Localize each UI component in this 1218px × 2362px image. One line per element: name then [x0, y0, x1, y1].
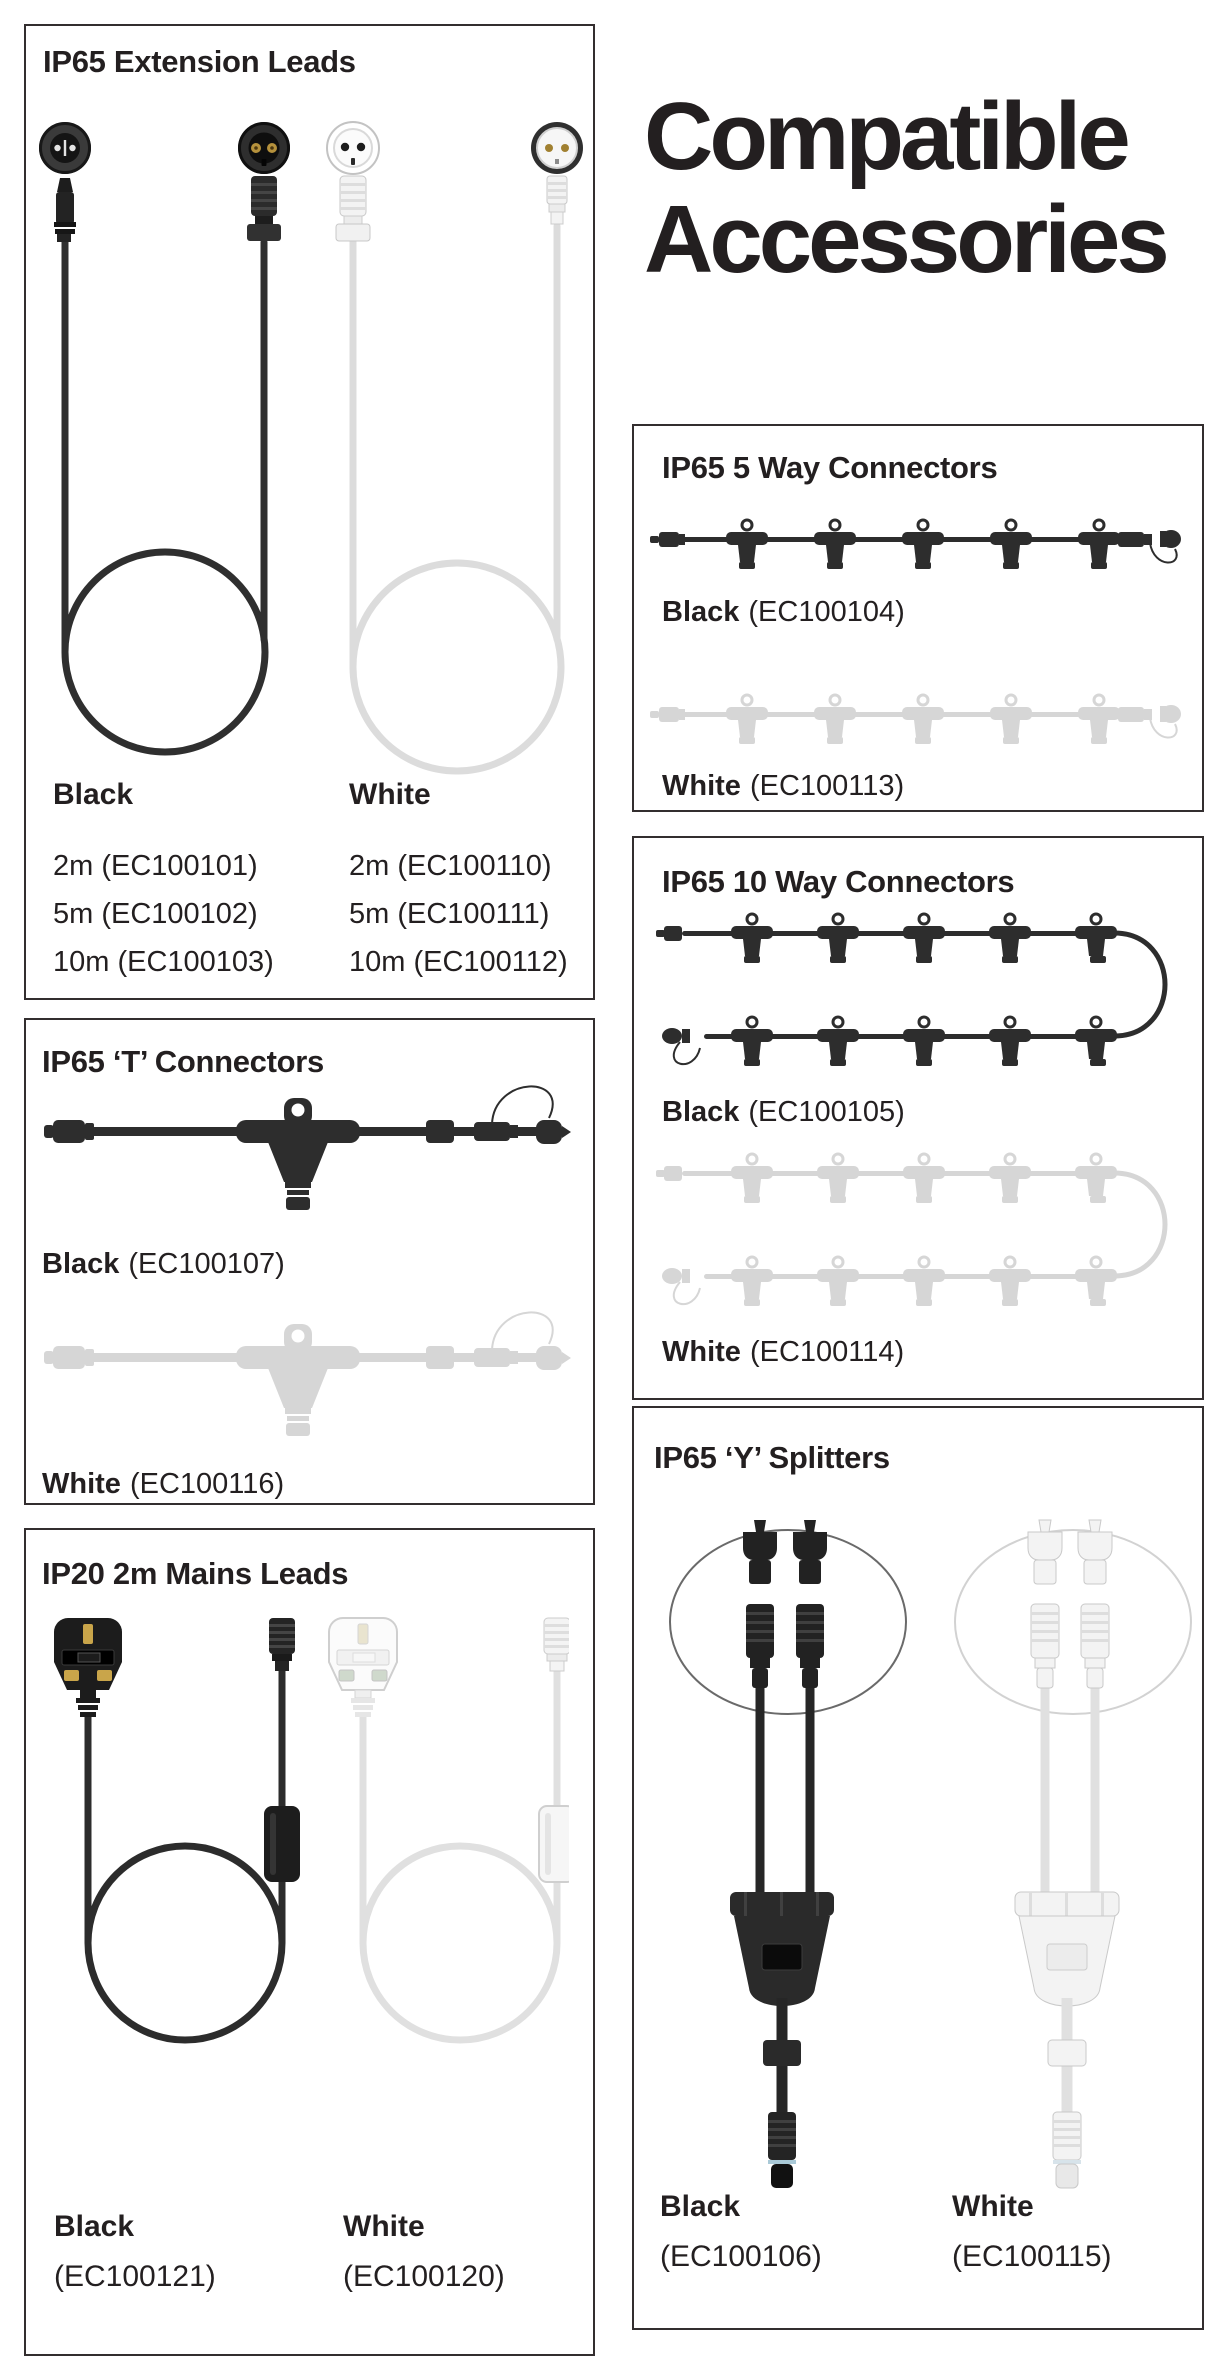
color-label: Black	[54, 2210, 135, 2243]
10-way-connector-white-illustration	[648, 1146, 1192, 1314]
product-item: 5m (EC100111)	[349, 898, 550, 930]
10-way-strip-graphic	[656, 1154, 1165, 1306]
5-way-connector-black-illustration	[648, 517, 1192, 581]
black-variant-label	[54, 2202, 216, 2302]
5-way-connector-white-illustration	[648, 692, 1192, 756]
panel-10-way-connectors	[632, 836, 1204, 1400]
product-code: (EC100121)	[54, 2260, 216, 2293]
white-variant-label	[662, 770, 904, 803]
product-code: (EC100104)	[748, 596, 905, 628]
white-mains-lead-graphic	[329, 1618, 569, 2040]
page-title-line2: Accessories	[644, 185, 1166, 293]
product-code: (EC100120)	[343, 2260, 505, 2293]
t-connector-white-illustration	[40, 1275, 583, 1437]
panel-y-splitters	[632, 1406, 1204, 2330]
black-variant-list	[53, 778, 274, 986]
panel-title: IP65 Extension Leads	[43, 44, 356, 79]
color-label: Black	[42, 1248, 120, 1280]
white-y-splitter-graphic	[955, 1520, 1191, 2188]
color-label: White	[343, 2210, 425, 2243]
product-item: 2m (EC100110)	[349, 850, 552, 882]
panel-t-connectors	[24, 1018, 595, 1505]
panel-title: IP65 ‘T’ Connectors	[42, 1044, 324, 1079]
panel-title: IP20 2m Mains Leads	[42, 1556, 349, 1591]
color-label: White	[662, 770, 741, 802]
product-item: 10m (EC100103)	[53, 946, 274, 978]
page-title	[644, 83, 1166, 293]
color-label: White	[349, 778, 431, 811]
t-connector-graphic	[44, 1312, 571, 1436]
page-title-line1: Compatible	[644, 83, 1127, 190]
5-way-strip-graphic	[650, 520, 1181, 569]
white-extension-lead-graphic	[327, 122, 583, 771]
product-code: (EC100106)	[660, 2240, 822, 2273]
color-label: White	[42, 1468, 121, 1500]
product-item: 10m (EC100112)	[349, 946, 568, 978]
black-y-splitter-graphic	[670, 1520, 906, 2188]
product-item: 5m (EC100102)	[53, 898, 258, 930]
panel-title: IP65 10 Way Connectors	[662, 864, 1015, 899]
black-mains-lead-graphic	[54, 1618, 300, 2040]
panel-title: IP65 5 Way Connectors	[662, 450, 998, 485]
black-variant-label	[662, 596, 905, 629]
product-code: (EC100115)	[952, 2240, 1112, 2273]
product-code: (EC100116)	[129, 1468, 285, 1500]
color-label: Black	[662, 1096, 740, 1128]
color-label: White	[952, 2190, 1034, 2223]
panel-title: IP65 ‘Y’ Splitters	[654, 1440, 890, 1475]
color-label: Black	[53, 778, 134, 811]
y-splitters-illustration	[644, 1500, 1196, 2200]
5-way-strip-graphic	[650, 695, 1181, 744]
panel-extension-leads	[24, 24, 595, 1000]
panel-5-way-connectors	[632, 424, 1204, 812]
black-variant-label	[660, 2182, 822, 2282]
white-variant-label	[662, 1336, 904, 1369]
product-code: (EC100114)	[749, 1336, 905, 1368]
black-variant-label	[662, 1096, 905, 1129]
product-code: (EC100107)	[128, 1248, 285, 1280]
10-way-connector-black-illustration	[648, 906, 1192, 1074]
mains-leads-illustration	[26, 1610, 569, 2080]
color-label: Black	[660, 2190, 741, 2223]
black-extension-lead-graphic	[39, 122, 290, 752]
product-item: 2m (EC100101)	[53, 850, 258, 882]
extension-leads-illustration	[26, 112, 597, 802]
10-way-strip-graphic	[656, 914, 1165, 1066]
white-variant-label	[343, 2202, 505, 2302]
t-connector-black-illustration	[40, 1049, 583, 1211]
panel-mains-leads	[24, 1528, 595, 2356]
product-code: (EC100105)	[748, 1096, 905, 1128]
white-variant-label	[42, 1468, 284, 1501]
white-variant-list	[349, 778, 568, 986]
color-label: White	[662, 1336, 741, 1368]
t-connector-graphic	[44, 1086, 571, 1210]
color-label: Black	[662, 596, 740, 628]
product-code: (EC100113)	[749, 770, 905, 802]
white-variant-label	[952, 2182, 1112, 2282]
